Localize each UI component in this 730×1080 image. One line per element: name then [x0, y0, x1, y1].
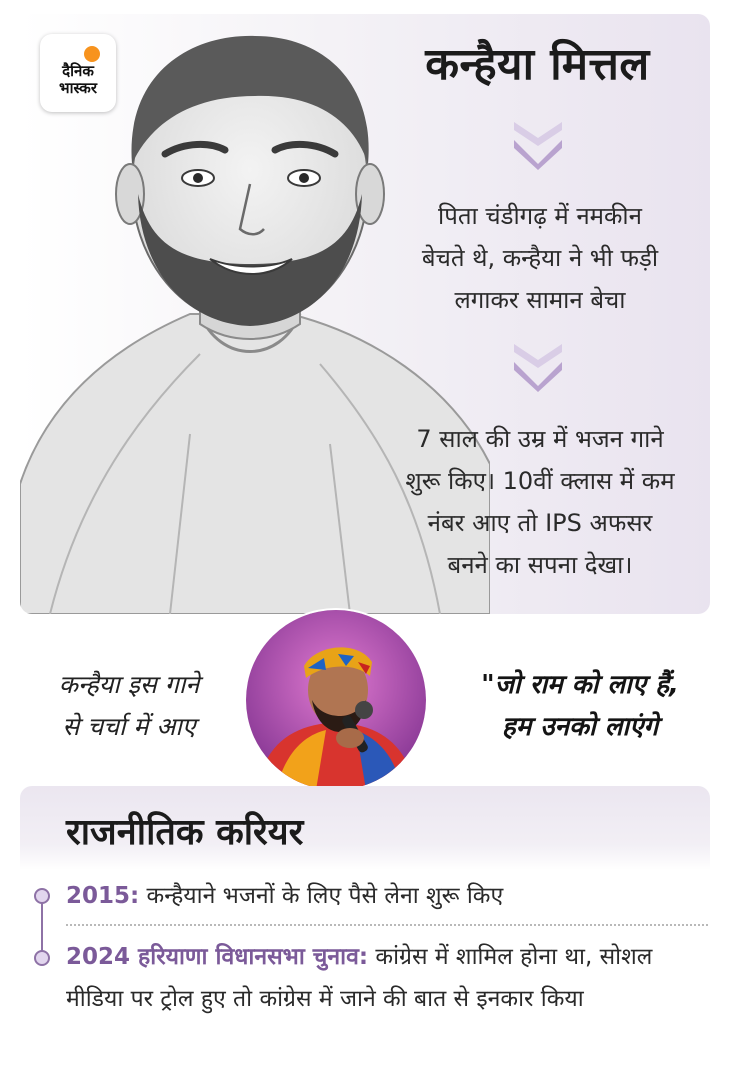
- timeline-line: [41, 896, 43, 958]
- sun-icon: [84, 46, 100, 62]
- fact-2-line: बनने का सपना देखा।: [447, 551, 633, 579]
- fact-2: [372, 418, 708, 586]
- career-text: कन्हैयाने भजनों के लिए पैसे लेना शुरू किए: [139, 883, 504, 909]
- career-year: 2024 हरियाणा विधानसभा चुनाव:: [66, 944, 369, 970]
- chevron-down-icon: [510, 338, 566, 394]
- career-entry-2015: [66, 875, 696, 917]
- logo-text-line1: दैनिक: [62, 62, 94, 80]
- chevron-down-icon: [510, 116, 566, 172]
- song-intro-line: से चर्चा में आए: [62, 712, 196, 741]
- fact-2-line: नंबर आए तो IPS अफसर: [427, 509, 653, 537]
- fact-1-line: पिता चंडीगढ़ में नमकीन: [438, 202, 642, 230]
- song-quote-line: हम उनको लाएंगे: [501, 712, 659, 742]
- fact-2-line: शुरू किए। 10वीं क्लास में कम: [405, 467, 675, 495]
- person-name: कन्हैया मित्तल: [425, 39, 650, 90]
- fact-1: [372, 195, 708, 321]
- career-text: कांग्रेस में शामिल होना था, सोशल मीडिया पर ट्रोल हुए तो कांग्रेस में जाने की बात से इनकार किया: [66, 944, 653, 1012]
- dainik-bhaskar-logo[interactable]: [40, 34, 116, 112]
- song-intro: [18, 664, 240, 748]
- singer-photo: [246, 610, 426, 790]
- song-intro-line: कन्हैया इस गाने: [58, 670, 200, 699]
- fact-2-line: 7 साल की उम्र में भजन गाने: [416, 425, 664, 453]
- career-entry-2024: [66, 936, 696, 1020]
- career-title: राजनीतिक करियर: [66, 812, 304, 853]
- fact-1-line: बेचते थे, कन्हैया ने भी फड़ी: [421, 244, 659, 272]
- timeline-dot: [34, 950, 50, 966]
- song-quote-line: "जो राम को लाए हैं,: [481, 670, 679, 700]
- timeline-dot: [34, 888, 50, 904]
- song-quote: [440, 664, 720, 748]
- fact-1-line: लगाकर सामान बेचा: [454, 286, 626, 314]
- logo-text-line2: भास्कर: [59, 79, 97, 97]
- career-year: 2015:: [66, 883, 140, 909]
- dotted-divider: [66, 924, 708, 926]
